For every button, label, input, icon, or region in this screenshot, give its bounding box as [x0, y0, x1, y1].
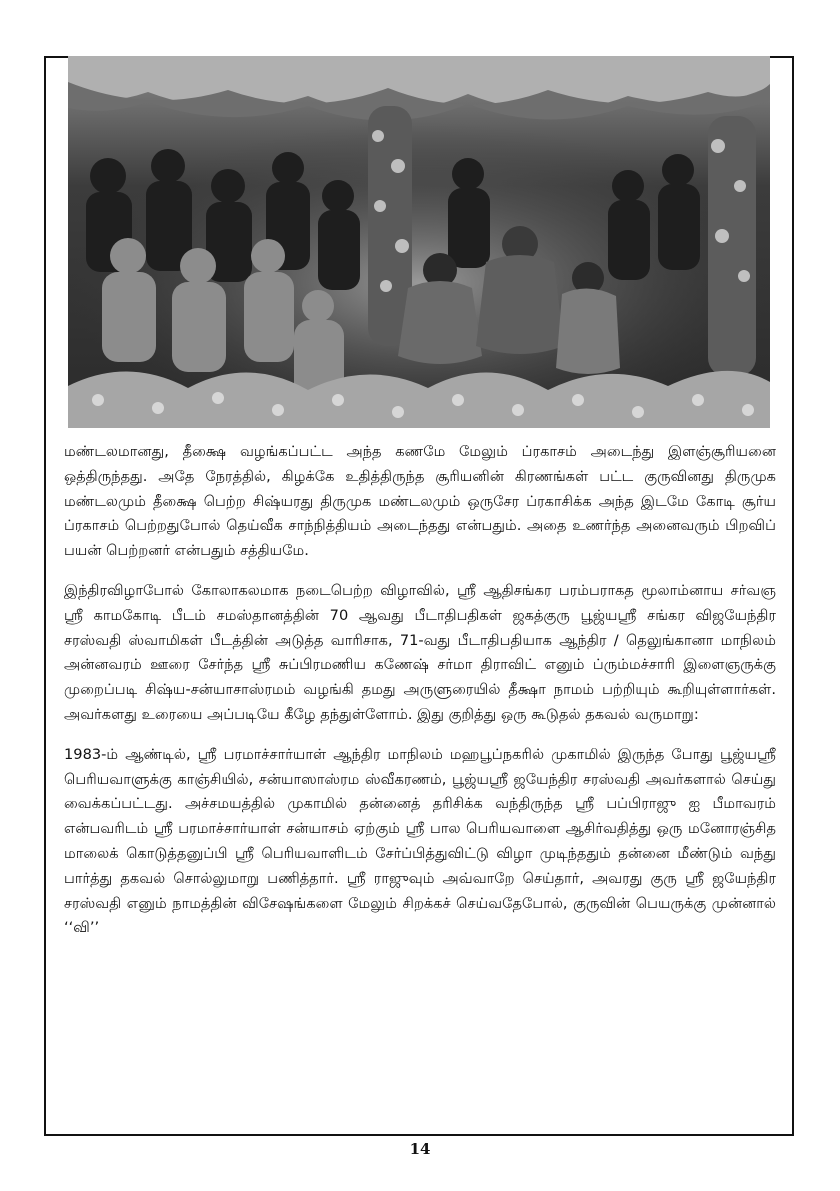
page-frame-top-right [770, 56, 794, 58]
paragraph-2: இந்திரவிழாபோல் கோலாகலமாக நடைபெற்ற விழாவில், ஸ்ரீ ஆதிசங்கர பரம்பராகத மூலாம்னாய சர்வஞ ஸ்ரீ காமகோடி பீடம் சமஸ்தானத்தின் 70 ஆவது பீடாதிபதிகள் ஜகத்குரு பூஜ்யஸ்ரீ சங்கர விஜயேந்திர சரஸ்வதி ஸ்வாமிகள் பீடத்தின் அடுத்த வாரிசாக, 71-வது பீடாதிபதியாக ஆந்திர / தெலுங்கானா மாநிலம் அன்னவரம் ஊரை சேர்ந்த ஸ்ரீ சுப்பிரமணிய கணேஷ் சர்மா திராவிட் எனும் ப்ரும்மச்சாரி இளைஞருக்கு முறைப்படி சிஷ்ய-சன்யாசாஸ்ரமம் வழங்கி தமது அருளுரையில் தீக்ஷா நாமம் பற்றியும் கூறியுள்ளார்கள். அவர்களது உரையை அப்படியே கீழே தந்துள்ளோம். இது குறித்து ஒரு கூடுதல் தகவல் வருமாறு: [64, 581, 776, 723]
page-frame-left [44, 56, 46, 1136]
article-body [64, 440, 776, 956]
paragraph-1: மண்டலமானது, தீக்ஷை வழங்கப்பட்ட அந்த கணமே மேலும் ப்ரகாசம் அடைந்து இளஞ்சூரியனை ஒத்திருந்தது. அதே நேரத்தில், கிழக்கே உதித்திருந்த சூரியனின் கிரணங்கள் பட்ட குருவினது திருமுக மண்டலமும் தீக்ஷை பெற்ற சிஷ்யரது திருமுக மண்டலமும் ஒருசேர ப்ரகாசிக்க அந்த இடமே கோடி சூர்ய ப்ரகாசம் பெற்றதுபோல் தெய்வீக சாந்நித்தியம் அடைந்தது என்பதும். அதை உணர்ந்த அனைவரும் பிறவிப் பயன் பெற்றனர் என்பதும் சத்தியமே. [64, 443, 776, 560]
page-frame-bottom [44, 1134, 794, 1136]
page-frame-right [792, 56, 794, 1136]
page-frame-top-left [44, 56, 68, 58]
page-number: 14 [409, 1140, 431, 1158]
ceremony-photo [68, 56, 770, 428]
paragraph-3: 1983-ம் ஆண்டில், ஸ்ரீ பரமாச்சார்யாள் ஆந்திர மாநிலம் மஹபூப்நகரில் முகாமில் இருந்த போது பூஜ்யஸ்ரீ பெரியவாளுக்கு காஞ்சியில், சன்யாஸாஸ்ரம ஸ்வீகரணம், பூஜ்யஸ்ரீ ஜயேந்திர சரஸ்வதி அவர்களால் செய்து வைக்கப்பட்டது. அச்சமயத்தில் முகாமில் தன்னைத் தரிசிக்க வந்திருந்த ஸ்ரீ பப்பிராஜு ஐ பீமாவரம் என்பவரிடம் ஸ்ரீ பரமாச்சார்யாள் சன்யாசம் ஏற்கும் ஸ்ரீ பால பெரியவாளை ஆசிர்வதித்து ஒரு மனோரஞ்சித மாலைக் கொடுத்தனுப்பி ஸ்ரீ பெரியவாளிடம் சேர்ப்பித்துவிட்டு விழா முடிந்ததும் தன்னை மீண்டும் வந்து பார்த்து தகவல் சொல்லுமாறு பணித்தார். ஸ்ரீ ராஜுவும் அவ்வாறே செய்தார், அவரது குரு ஸ்ரீ ஜயேந்திர சரஸ்வதி எனும் நாமத்தின் விசேஷங்களை மேலும் சிறக்கச் செய்வதேபோல், குருவின் பெயருக்கு முன்னால் ‘‘வி’’ [64, 745, 776, 937]
